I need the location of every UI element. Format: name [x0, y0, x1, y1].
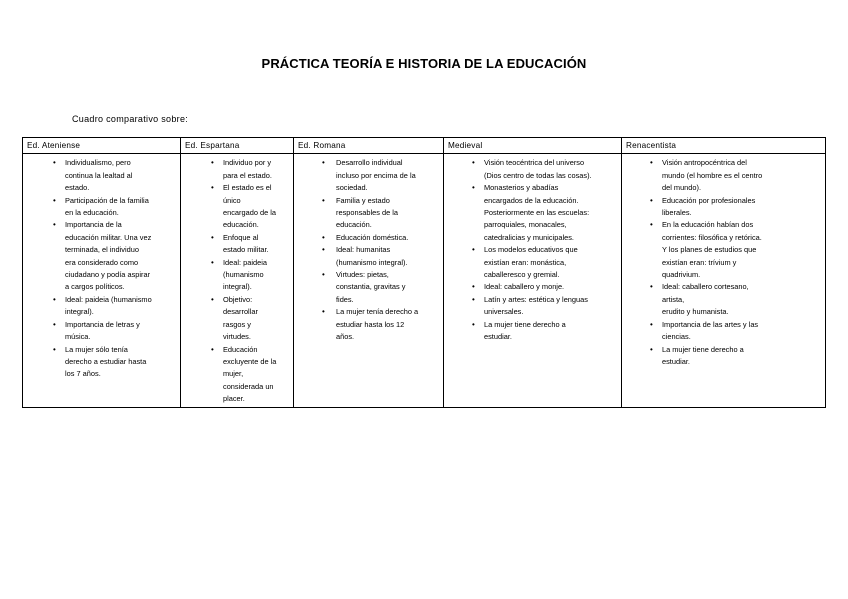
- bullet-text-line: estudiar.: [662, 356, 690, 366]
- table-header-row: [23, 138, 826, 154]
- table-caption: Cuadro comparativo sobre:: [72, 114, 189, 124]
- bullet-item: [294, 157, 439, 194]
- bullet-text-line: • Enfoque al: [223, 232, 259, 242]
- bullet-text-line: integral).: [65, 307, 94, 317]
- bullet-text-line: • Individualismo, pero: [65, 158, 131, 168]
- bullet-list-ateniense: [23, 157, 176, 380]
- bullet-item: [444, 157, 617, 182]
- bullet-text-line: • Familia y estado: [336, 195, 390, 205]
- bullet-text-line: Y los planes de estudios que: [662, 245, 757, 255]
- header-medieval: Medieval: [444, 138, 622, 154]
- bullet-item: [444, 244, 617, 281]
- bullet-text-line: mujer,: [223, 369, 244, 379]
- bullet-text-line: • Importancia de las artes y las: [662, 319, 759, 329]
- bullet-text-line: (humanismo: [223, 270, 264, 280]
- bullet-item: [181, 344, 289, 406]
- bullet-list-romana: [294, 157, 439, 343]
- bullet-item: [622, 281, 821, 318]
- bullet-list-renacentista: [622, 157, 821, 368]
- bullet-item: [23, 157, 176, 194]
- bullet-text-line: quadrivium.: [662, 270, 701, 280]
- bullet-text-line: educación militar. Una vez: [65, 232, 152, 242]
- bullet-text-line: placer.: [223, 394, 245, 404]
- bullet-text-line: parroquiales, monacales,: [484, 220, 567, 230]
- bullet-item: [181, 157, 289, 182]
- bullet-text-line: a cargos políticos.: [65, 282, 125, 292]
- bullet-text-line: estado militar.: [223, 245, 269, 255]
- bullet-item: [622, 195, 821, 220]
- bullet-item: [23, 344, 176, 381]
- bullet-text-line: corrientes: filosófica y retórica.: [662, 232, 762, 242]
- cell-romana: [294, 154, 444, 407]
- bullet-text-line: • Ideal: caballero cortesano,: [662, 282, 749, 292]
- bullet-text-line: • La mujer sólo tenía: [65, 344, 128, 354]
- bullet-text-line: integral).: [223, 282, 252, 292]
- bullet-text-line: estudiar.: [484, 332, 512, 342]
- bullet-text-line: era considerado como: [65, 257, 139, 267]
- bullet-text-line: mundo (el hombre es el centro: [662, 170, 763, 180]
- bullet-text-line: ciudadano y podía aspirar: [65, 270, 151, 280]
- bullet-text-line: • Ideal: caballero y monje.: [484, 282, 565, 292]
- bullet-text-line: desarrollar: [223, 307, 258, 317]
- bullet-text-line: • Importancia de la: [65, 220, 122, 230]
- bullet-item: [294, 244, 439, 269]
- bullet-text-line: considerada un: [223, 381, 274, 391]
- bullet-text-line: en la educación.: [65, 208, 119, 218]
- bullet-list-espartana: [181, 157, 289, 405]
- bullet-text-line: • La mujer tenía derecho a: [336, 307, 419, 317]
- cell-ateniense: [23, 154, 181, 407]
- bullet-text-line: • El estado es el: [223, 183, 272, 193]
- bullet-text-line: fides.: [336, 294, 354, 304]
- bullet-text-line: único: [223, 195, 241, 205]
- bullet-item: [294, 232, 439, 244]
- bullet-text-line: del mundo).: [662, 183, 702, 193]
- bullet-text-line: ciencias.: [662, 332, 691, 342]
- bullet-item: [181, 182, 289, 232]
- bullet-text-line: • Desarrollo individual: [336, 158, 403, 168]
- comparison-table: [22, 137, 826, 408]
- bullet-text-line: caballeresco y gremial.: [484, 270, 560, 280]
- bullet-text-line: encargados de la educación.: [484, 195, 579, 205]
- header-romana: Ed. Romana: [294, 138, 444, 154]
- bullet-text-line: • Virtudes: pietas,: [336, 270, 389, 280]
- bullet-text-line: • Ideal: humanitas: [336, 245, 391, 255]
- bullet-item: [23, 294, 176, 319]
- bullet-item: [622, 219, 821, 281]
- bullet-text-line: encargado de la: [223, 208, 277, 218]
- bullet-text-line: • Monasterios y abadías: [484, 183, 559, 193]
- bullet-text-line: • Ideal: paideia (humanismo: [65, 294, 152, 304]
- bullet-text-line: • Educación por profesionales: [662, 195, 756, 205]
- bullet-text-line: constantia, gravitas y: [336, 282, 406, 292]
- bullet-text-line: catedralicias y municipales.: [484, 232, 574, 242]
- bullet-text-line: responsables de la: [336, 208, 399, 218]
- bullet-text-line: virtudes.: [223, 332, 251, 342]
- bullet-text-line: rasgos y: [223, 319, 251, 329]
- bullet-item: [181, 294, 289, 344]
- bullet-text-line: • Educación doméstica.: [336, 232, 409, 242]
- cell-espartana: [181, 154, 294, 407]
- bullet-text-line: Posteriormente en las escuelas:: [484, 208, 590, 218]
- bullet-item: [294, 195, 439, 232]
- bullet-item: [294, 306, 439, 343]
- bullet-text-line: • Los modelos educativos que: [484, 245, 578, 255]
- bullet-text-line: • La mujer tiene derecho a: [484, 319, 566, 329]
- bullet-list-medieval: [444, 157, 617, 343]
- bullet-text-line: incluso por encima de la: [336, 170, 416, 180]
- header-ateniense: Ed. Ateniense: [23, 138, 181, 154]
- bullet-item: [444, 294, 617, 319]
- bullet-text-line: estado.: [65, 183, 90, 193]
- bullet-text-line: estudiar hasta los 12: [336, 319, 405, 329]
- bullet-text-line: • Participación de la familia: [65, 195, 149, 205]
- bullet-text-line: • Educación: [223, 344, 258, 354]
- bullet-text-line: • En la educación habían dos: [662, 220, 754, 230]
- bullet-item: [181, 232, 289, 257]
- bullet-text-line: los 7 años.: [65, 369, 101, 379]
- bullet-text-line: liberales.: [662, 208, 692, 218]
- header-espartana: Ed. Espartana: [181, 138, 294, 154]
- bullet-text-line: artista,: [662, 294, 685, 304]
- bullet-item: [23, 319, 176, 344]
- bullet-item: [23, 219, 176, 293]
- cell-medieval: [444, 154, 622, 407]
- bullet-item: [444, 319, 617, 344]
- bullet-text-line: • Visión teocéntrica del universo: [484, 158, 585, 168]
- bullet-text-line: años.: [336, 332, 355, 342]
- bullet-text-line: • La mujer tiene derecho a: [662, 344, 744, 354]
- bullet-text-line: sociedad.: [336, 183, 368, 193]
- bullet-item: [622, 344, 821, 369]
- bullet-text-line: terminada, el individuo: [65, 245, 139, 255]
- header-renacentista: Renacentista: [622, 138, 826, 154]
- bullet-text-line: existían eran: trívium y: [662, 257, 737, 267]
- bullet-item: [23, 195, 176, 220]
- page-title: PRÁCTICA TEORÍA E HISTORIA DE LA EDUCACIÓN: [261, 56, 587, 71]
- bullet-text-line: universales.: [484, 307, 524, 317]
- bullet-text-line: • Individuo por y: [223, 158, 272, 168]
- bullet-text-line: derecho a estudiar hasta: [65, 356, 147, 366]
- bullet-text-line: erudito y humanista.: [662, 307, 729, 317]
- bullet-text-line: • Visión antropocéntrica del: [662, 158, 747, 168]
- bullet-text-line: educación.: [336, 220, 372, 230]
- bullet-text-line: • Objetivo:: [223, 294, 253, 304]
- bullet-text-line: • Importancia de letras y: [65, 319, 140, 329]
- bullet-text-line: educación.: [223, 220, 259, 230]
- bullet-text-line: • Latín y artes: estética y lenguas: [484, 294, 588, 304]
- bullet-text-line: • Ideal: paideia: [223, 257, 267, 267]
- bullet-text-line: (Dios centro de todas las cosas).: [484, 170, 592, 180]
- bullet-item: [622, 319, 821, 344]
- bullet-text-line: excluyente de la: [223, 356, 277, 366]
- bullet-item: [294, 269, 439, 306]
- bullet-text-line: existían eran: monástica,: [484, 257, 567, 267]
- bullet-item: [622, 157, 821, 194]
- table-row: [23, 154, 826, 407]
- bullet-item: [444, 281, 617, 293]
- bullet-item: [444, 182, 617, 244]
- bullet-text-line: continua la lealtad al: [65, 170, 133, 180]
- bullet-item: [181, 257, 289, 294]
- cell-renacentista: [622, 154, 826, 407]
- bullet-text-line: para el estado.: [223, 170, 272, 180]
- bullet-text-line: música.: [65, 332, 91, 342]
- bullet-text-line: (humanismo integral).: [336, 257, 408, 267]
